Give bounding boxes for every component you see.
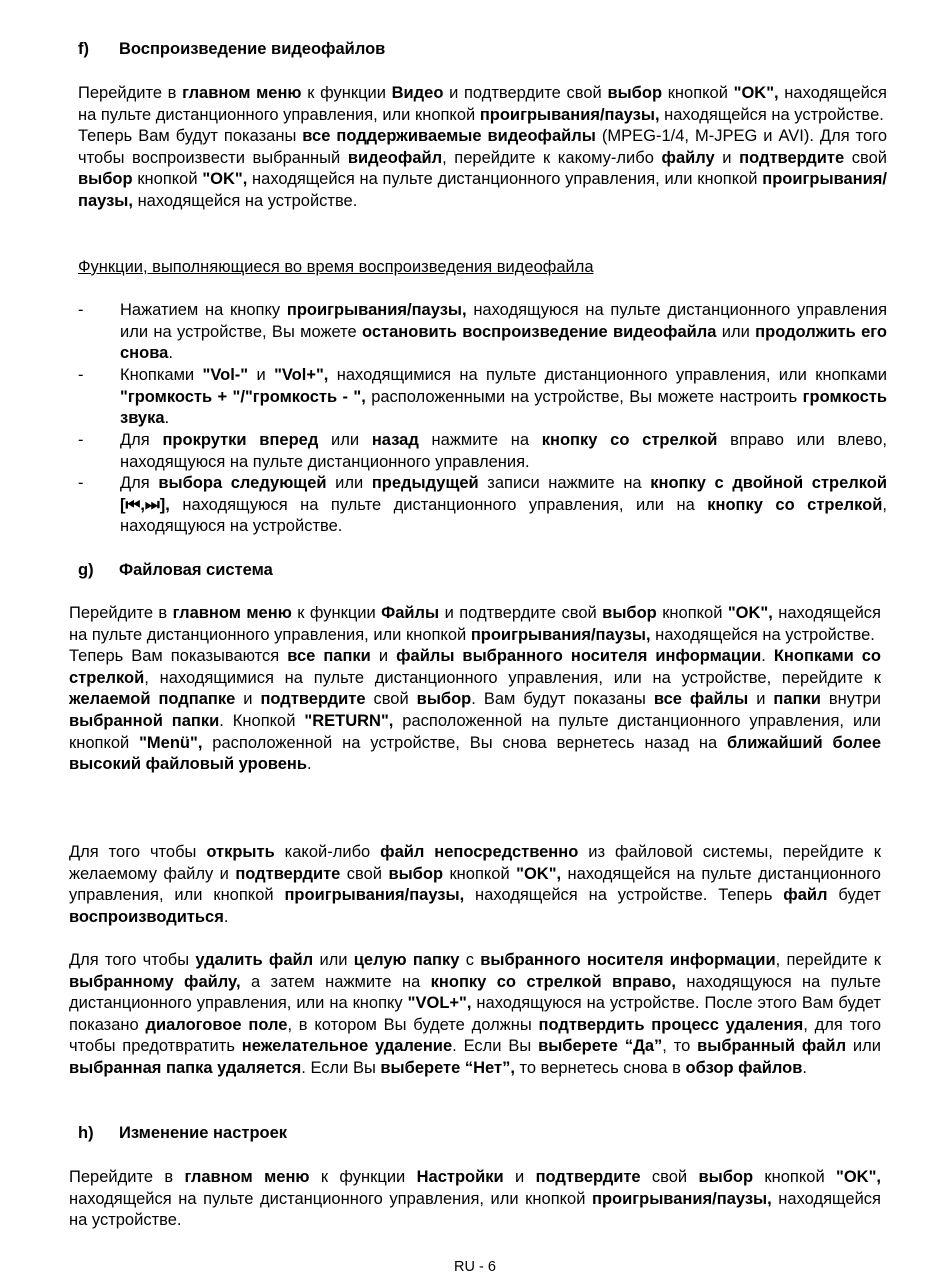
- bold-phrase: файл непосредственно: [380, 843, 579, 861]
- bold-phrase: "OK",: [836, 1168, 881, 1186]
- bold-phrase: выбор: [602, 604, 657, 622]
- bold-phrase: "OK",: [202, 170, 248, 189]
- bold-phrase: проигрывания/паузы,: [286, 301, 467, 319]
- bold-phrase: файлы выбранного носителя информации: [396, 647, 762, 666]
- bold-phrase: выбор: [388, 864, 444, 883]
- bold-phrase: остановить воспроизведение видеофайла: [362, 322, 717, 341]
- section-f-subheading: Функции, выполняющиеся во время воспроизведения видеофайла: [78, 258, 594, 276]
- bold-phrase: выбор: [78, 170, 133, 189]
- bold-phrase: выбор: [698, 1168, 754, 1186]
- bold-phrase: назад: [371, 431, 419, 449]
- bold-phrase: открыть: [206, 843, 275, 861]
- bullet-dash: -: [78, 431, 84, 449]
- section-g-title: Файловая система: [119, 561, 273, 579]
- bold-phrase: проигрывания/паузы,: [592, 1189, 772, 1208]
- section-g-paragraph-3: Для того чтобы удалить файл или целую папку с выбранного носителя информации, перейдите к выбранному файлу, а затем нажмите на кнопку со стрелкой вправо, находящуюся на пульте дистанционного управления, или на кнопку "VOL+", находящуюся на устройстве. После этого Вам будет показано диалоговое поле, в котором Вы будете должны подтвердить процесс удаления, для того чтобы предотвратить нежелательное удаление. Если Вы выберете “Да”, то выбранный файл или выбранная папка удаляется. Если Вы выберете “Нет”, то вернетесь снова в обзор файлов.: [69, 951, 882, 1077]
- page-number: RU - 6: [454, 1259, 496, 1275]
- bullet-dash: -: [78, 474, 84, 492]
- bold-phrase: Видео: [391, 84, 444, 102]
- bold-phrase: выбранная папка удаляется: [69, 1058, 302, 1077]
- bold-phrase: воспроизводиться: [69, 907, 224, 926]
- bold-phrase: выбор: [416, 690, 472, 709]
- bullet-item: [78, 473, 887, 538]
- bold-phrase: "громкость + "/"громкость - ",: [120, 387, 366, 406]
- bold-phrase: главном меню: [182, 84, 302, 102]
- bold-phrase: подтвердите: [235, 864, 341, 883]
- bold-phrase: Файлы: [381, 604, 440, 622]
- bold-phrase: "OK",: [516, 864, 562, 883]
- section-g-paragraph-1: Перейдите в главном меню к функции Файлы и подтвердите свой выбор кнопкой "OK", находящейся на пульте дистанционного управления, или кнопкой проигрывания/паузы, находящейся на устройстве. Теперь Вам показываются все папки и файлы выбранного носителя информации. Кнопками со стрелкой, находящимися на пульте дистанционного управления, или на устройстве, перейдите к желаемой подпапке и подтвердите свой выбор. Вам будут показаны все файлы и папки внутри выбранной папки. Кнопкой "RETURN", расположенной на пульте дистанционного управления, или кнопкой "Menü", расположенной на устройстве, Вы снова вернетесь назад на ближайший более высокий файловый уровень.: [69, 604, 881, 774]
- bold-phrase: все файлы: [653, 690, 749, 709]
- bold-phrase: кнопку со стрелкой: [541, 431, 718, 449]
- bullet-item: [78, 430, 887, 473]
- section-g-paragraph-2: Для того чтобы открыть какой-либо файл непосредственно из файловой системы, перейдите к желаемому файлу и подтвердите свой выбор кнопкой "OK", находящейся на пульте дистанционного управления, или кнопкой проигрывания/паузы, находящейся на устройстве. Теперь файл будет воспроизводиться.: [69, 843, 881, 926]
- bold-phrase: прокрутки вперед: [162, 431, 319, 449]
- bold-phrase: ближайший более высокий файловый уровень: [69, 733, 881, 774]
- bold-phrase: "VOL+",: [407, 994, 472, 1013]
- bold-phrase: Настройки: [416, 1168, 504, 1186]
- bold-phrase: выберете “Нет”,: [380, 1058, 515, 1077]
- bullet-text: Кнопками "Vol-" и "Vol+", находящимися на пульте дистанционного управления, или кнопками "громкость + "/"громкость - ", расположенными на устройстве, Вы можете настроить громкость звука.: [120, 366, 887, 428]
- bold-phrase: проигрывания/паузы,: [78, 170, 887, 210]
- bold-phrase: подтвердите: [535, 1168, 641, 1186]
- section-g-letter: g): [78, 561, 94, 579]
- bold-phrase: папки: [773, 690, 821, 709]
- bold-phrase: файл: [783, 886, 828, 905]
- bold-phrase: Кнопками со стрелкой: [69, 647, 881, 687]
- bold-phrase: файлу: [661, 148, 715, 167]
- bold-phrase: выбора следующей: [158, 474, 327, 492]
- bold-phrase: все папки: [287, 647, 371, 666]
- section-h-title: Изменение настроек: [119, 1124, 288, 1142]
- bold-phrase: продолжить его снова: [120, 322, 888, 363]
- bold-phrase: выбор: [607, 84, 663, 102]
- bold-phrase: "RETURN",: [304, 711, 394, 730]
- bold-phrase: проигрывания/паузы,: [470, 625, 651, 644]
- bullet-item: [78, 300, 887, 365]
- bold-phrase: громкость звука: [120, 387, 887, 428]
- bullet-text: Нажатием на кнопку проигрывания/паузы, находящуюся на пульте дистанционного управления или на устройстве, Вы можете остановить воспроизведение видеофайла или продолжить его снова.: [120, 301, 888, 363]
- bold-phrase: выбранного носителя информации: [480, 951, 776, 969]
- bold-phrase: обзор файлов: [685, 1058, 803, 1077]
- bold-phrase: выберете “Да”: [538, 1037, 663, 1056]
- bold-phrase: выбранному файлу,: [69, 972, 241, 991]
- bold-phrase: "Vol+",: [274, 366, 329, 384]
- bold-phrase: проигрывания/паузы,: [284, 886, 465, 905]
- bold-phrase: нежелательное удаление: [241, 1037, 453, 1056]
- bold-phrase: "Vol-": [202, 366, 249, 384]
- bold-phrase: главном меню: [172, 604, 292, 622]
- bold-phrase: диалоговое поле: [145, 1015, 288, 1034]
- bold-phrase: кнопку со стрелкой вправо,: [430, 972, 676, 991]
- bold-phrase: кнопку со стрелкой: [707, 495, 883, 514]
- bullet-item: [78, 365, 887, 430]
- bullet-dash: -: [78, 366, 84, 384]
- bold-phrase: подтвердить процесс удаления: [538, 1015, 804, 1034]
- bold-phrase: подтвердите: [260, 690, 366, 709]
- bold-phrase: подтвердите: [739, 148, 845, 167]
- bold-phrase: проигрывания/паузы,: [479, 105, 660, 124]
- bold-phrase: выбранный файл: [697, 1037, 847, 1056]
- section-f-paragraph: Перейдите в главном меню к функции Видео и подтвердите свой выбор кнопкой "OK", находящейся на пульте дистанционного управления, или кнопкой проигрывания/паузы, находящейся на устройстве. Теперь Вам будут показаны все поддерживаемые видеофайлы (MPEG-1/4, M-JPEG и AVI). Для того чтобы воспроизвести выбранный видеофайл, перейдите к какому-либо файлу и подтвердите свой выбор кнопкой "OK", находящейся на пульте дистанционного управления, или кнопкой проигрывания/паузы, находящейся на устройстве.: [78, 84, 887, 210]
- bold-phrase: кнопку с двойной стрелкой [⏮,⏭],: [120, 474, 888, 514]
- bold-phrase: главном меню: [184, 1168, 310, 1186]
- bullet-text: Для прокрутки вперед или назад нажмите на кнопку со стрелкой вправо или влево, находящуюся на пульте дистанционного управления.: [120, 431, 887, 471]
- bold-phrase: "OK",: [733, 84, 779, 102]
- bold-phrase: целую папку: [353, 951, 460, 969]
- bold-phrase: видеофайл: [347, 148, 443, 167]
- section-f-letter: f): [78, 40, 89, 58]
- bold-phrase: выбранной папки: [69, 711, 220, 730]
- bold-phrase: желаемой подпапке: [69, 690, 236, 709]
- bullet-dash: -: [78, 301, 84, 319]
- bold-phrase: "Menü",: [139, 733, 203, 752]
- section-h-letter: h): [78, 1124, 94, 1142]
- bold-phrase: удалить файл: [195, 951, 314, 969]
- bold-phrase: предыдущей: [371, 474, 479, 492]
- bold-phrase: все поддерживаемые видеофайлы: [302, 127, 596, 146]
- section-h-paragraph: Перейдите в главном меню к функции Настройки и подтвердите свой выбор кнопкой "OK", находящейся на пульте дистанционного управления, или кнопкой проигрывания/паузы, находящейся на устройстве.: [69, 1168, 881, 1230]
- bullet-text: Для выбора следующей или предыдущей записи нажмите на кнопку с двойной стрелкой [⏮,⏭], находящуюся на пульте дистанционного управления, или на кнопку со стрелкой, находящуюся на устройстве.: [120, 474, 888, 536]
- section-f-title: Воспроизведение видеофайлов: [119, 40, 386, 58]
- bold-phrase: "OK",: [727, 604, 773, 622]
